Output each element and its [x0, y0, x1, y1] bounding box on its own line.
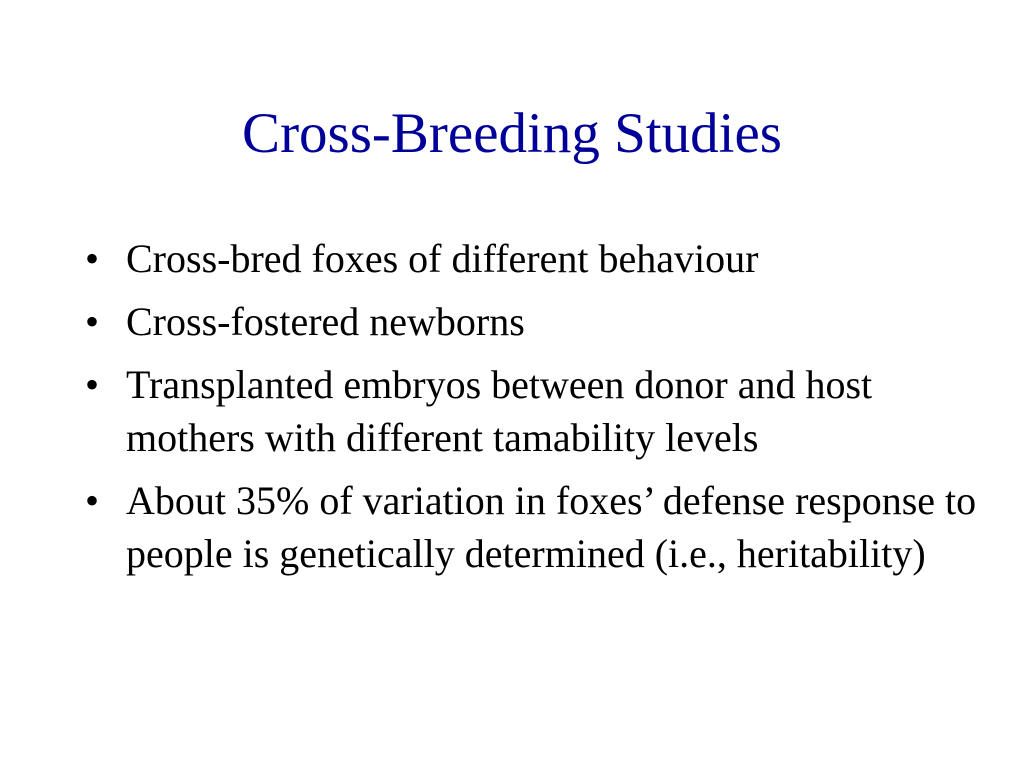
bullet-dot-icon: • [85, 236, 100, 281]
bullet-text: Cross-bred foxes of different behaviour [126, 236, 759, 281]
bullet-dot-icon: • [85, 362, 100, 407]
bullet-item-heritability [85, 474, 985, 580]
bullet-item-transplanted-embryos [85, 358, 985, 464]
bullet-text: Transplanted embryos between donor and host mothers with different tamability levels [126, 362, 873, 460]
bullet-list [85, 232, 985, 590]
slide-title: Cross-Breeding Studies [242, 102, 782, 165]
bullet-item-cross-fostered [85, 295, 985, 348]
bullet-dot-icon: • [85, 478, 100, 523]
bullet-item-cross-bred [85, 232, 985, 285]
bullet-text: Cross-fostered newborns [126, 299, 525, 344]
bullet-text: About 35% of variation in foxes’ defense response to people is genetically determined (i.e., heritability) [126, 478, 977, 576]
bullet-dot-icon: • [85, 299, 100, 344]
